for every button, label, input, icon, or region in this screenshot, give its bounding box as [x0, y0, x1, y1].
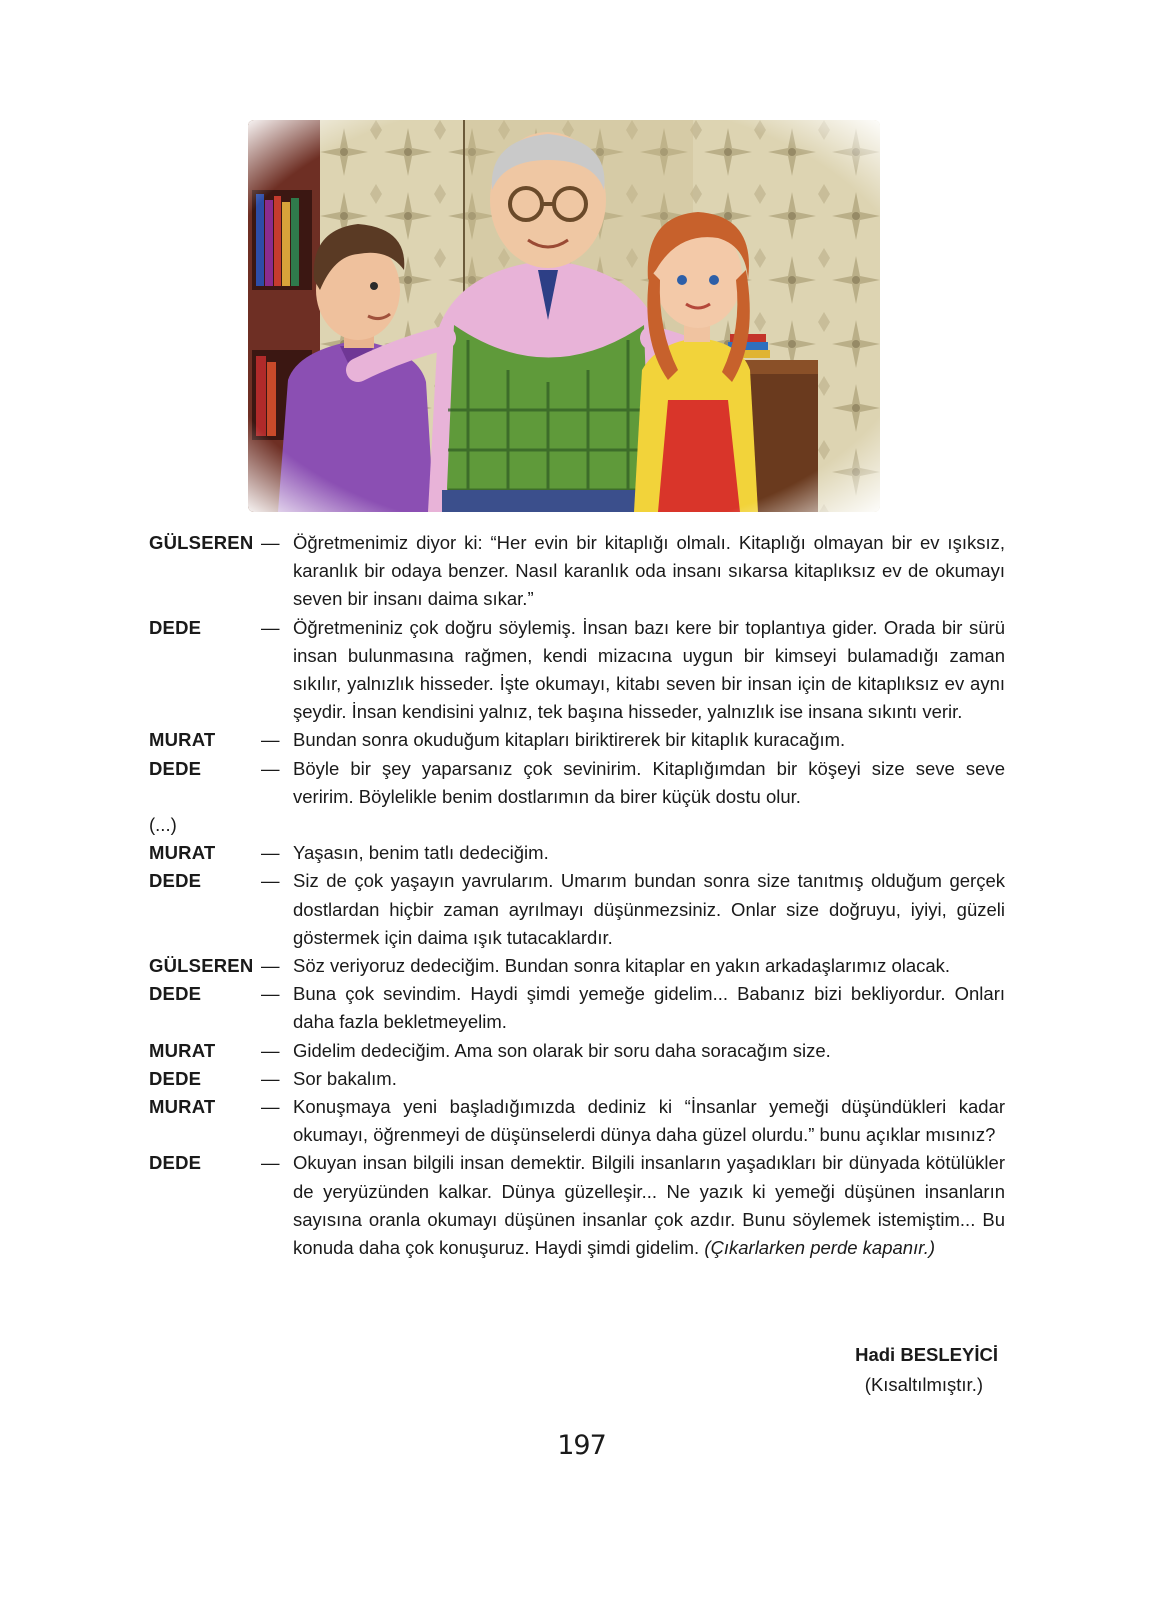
stage-direction: (Çıkarlarken perde kapanır.)	[704, 1237, 935, 1259]
page-number: 197	[557, 1430, 606, 1461]
dialogue-line	[149, 755, 1005, 811]
speech-text: Okuyan insan bilgili insan demektir. Bilgili insanların yaşadıkları bir dünyada kötülükler de yeryüzünden kalkar. Dünya güzelleşir... Ne yazık ki yemeği düşünen insanların sayısına oranla okumayı düşünen insanlar çok azdır. Bunu söylemek istemiştim... Bu konuda daha çok konuşuruz. Haydi şimdi gidelim.	[293, 1152, 1005, 1259]
dialogue-line	[149, 980, 1005, 1036]
dialogue-dash: —	[261, 983, 280, 1005]
illustration-artwork	[248, 120, 880, 512]
speech-text: Gidelim dedeciğim. Ama son olarak bir soru daha soracağım size.	[293, 1039, 831, 1061]
speaker-name: DEDE	[149, 870, 202, 892]
speech-text-with-stage-direction	[293, 1149, 1005, 1262]
speaker-name: GÜLSEREN	[149, 955, 254, 977]
dialogue-dash: —	[261, 842, 280, 864]
dialogue-dash: —	[261, 955, 280, 977]
speaker-name: DEDE	[149, 616, 202, 638]
speaker-name: DEDE	[149, 1067, 202, 1089]
dialogue-dash: —	[261, 757, 280, 779]
speaker-name: MURAT	[149, 1039, 216, 1061]
abridged-note: (Kısaltılmıştır.)	[864, 1374, 983, 1395]
dialogue-dash: —	[261, 870, 280, 892]
speech-text: Siz de çok yaşayın yavrularım. Umarım bundan sonra size tanıtmış olduğum gerçek dostlardan hiçbir zaman ayrılmayı düşünmezsiniz. Onlar size doğruyu, iyiyi, güzeli göstermek için daima ışık tutacaklardır.	[293, 870, 1005, 948]
speech-text: Söz veriyoruz dedeciğim. Bundan sonra kitaplar en yakın arkadaşlarımız olacak.	[293, 955, 951, 977]
dialogue-dash: —	[261, 1039, 280, 1061]
speech-text: Sor bakalım.	[293, 1067, 397, 1089]
grandfather-with-children-illustration	[248, 120, 880, 512]
speaker-name: DEDE	[149, 757, 202, 779]
speaker-name: DEDE	[149, 1152, 202, 1174]
dialogue-line	[149, 1149, 1005, 1262]
speech-text: Bundan sonra okuduğum kitapları biriktirerek bir kitaplık kuracağım.	[293, 729, 846, 751]
speaker-name: MURAT	[149, 729, 216, 751]
dialogue-line	[149, 1037, 1005, 1065]
dialogue-dash: —	[261, 1152, 280, 1174]
dialogue-dash: —	[261, 616, 280, 638]
dialogue-line	[149, 867, 1005, 952]
speech-text: Konuşmaya yeni başladığımızda dediniz ki “İnsanlar yemeği düşündükleri kadar okumayı, öğrenmeyi de düşünselerdi dünya daha güzel olurdu.” bunu açıklar mısınız?	[293, 1096, 1005, 1146]
speaker-name: GÜLSEREN	[149, 532, 254, 553]
speaker-name: MURAT	[149, 1096, 216, 1118]
author-name: Hadi BESLEYİCİ	[855, 1344, 998, 1365]
dialogue-line	[149, 614, 1005, 727]
speech-text: Yaşasın, benim tatlı dedeciğim.	[293, 842, 549, 864]
speaker-name: MURAT	[149, 842, 216, 864]
speech-text: Öğretmenimiz diyor ki: “Her evin bir kitaplığı olmalı. Kitaplığı olmayan bir ev ışıksız, karanlık bir odaya benzer. Nasıl karanlık oda insanı sıkarsa kitaplıksız ev de okumayı seven bir insanı daima sıkar.”	[293, 532, 1005, 610]
speech-text: Öğretmeniniz çok doğru söylemiş. İnsan bazı kere bir toplantıya gider. Orada bir sürü insan bulunmasına rağmen, kendi mizacına uygun bir kimseyi bulamadığı zaman sıkılır, yalnızlık hisseder. İşte okumayı, kitabı seven bir insan için de kitaplıksız ev aynı şeydir. İnsan kendisini yalnız, tek başına hisseder, yalnızlık ise insana sıkıntı verir.	[293, 616, 1005, 723]
omission-marker: (...)	[149, 814, 177, 836]
dialogue-dash: —	[261, 729, 280, 751]
dialogue-line	[149, 1093, 1005, 1149]
dialogue-dash: —	[261, 1067, 280, 1089]
speech-text: Böyle bir şey yaparsanız çok sevinirim. Kitaplığımdan bir köşeyi size seve seve veririm. Böylelikle benim dostlarımın da birer küçük dostu olur.	[293, 757, 1005, 807]
dialogue-dash: —	[261, 1096, 280, 1118]
speaker-name: DEDE	[149, 983, 202, 1005]
play-dialogue	[149, 529, 1005, 1262]
dialogue-line	[149, 726, 1005, 754]
dialogue-dash: —	[261, 532, 280, 553]
dialogue-line	[149, 839, 1005, 867]
speech-text: Buna çok sevindim. Haydi şimdi yemeğe gidelim... Babanız bizi bekliyordur. Onları daha fazla bekletmeyelim.	[293, 983, 1005, 1033]
dialogue-line	[149, 529, 1005, 614]
dialogue-line	[149, 1065, 1005, 1093]
dialogue-line	[149, 952, 1005, 980]
